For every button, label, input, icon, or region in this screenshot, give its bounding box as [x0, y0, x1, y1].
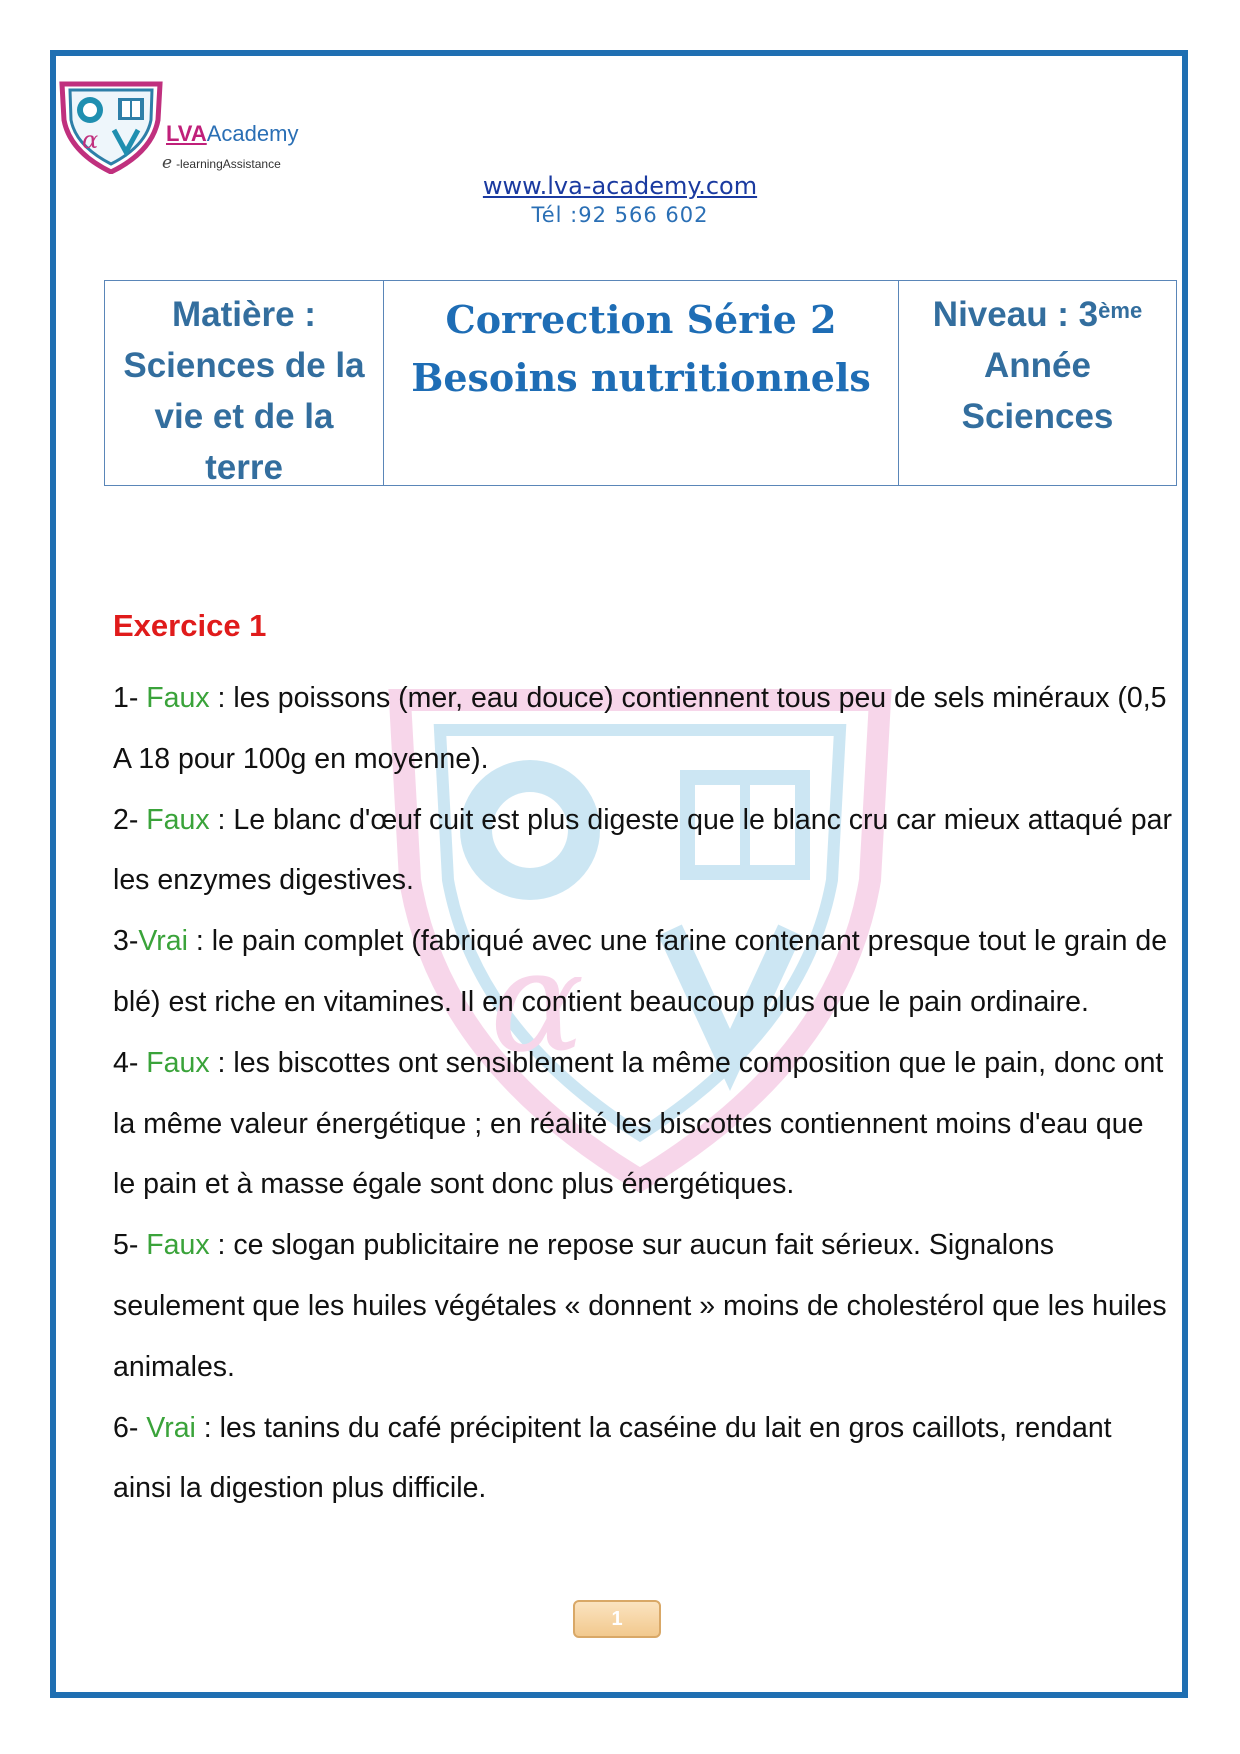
level-line-1 — [899, 289, 1176, 340]
item-verdict: Vrai — [146, 1411, 196, 1444]
item-text: : Le blanc d'œuf cuit est plus digeste que le blanc cru car mieux attaqué par les enzymes digestives. — [113, 803, 1172, 897]
subject-line-3: vie et de la — [154, 397, 334, 436]
item-verdict: Faux — [146, 682, 210, 714]
item-text: : les poissons (mer, eau douce) contiennent tous peu de sels minéraux (0,5 A 18 pour 100g en moyenne). — [113, 682, 1167, 775]
subject-cell — [105, 281, 384, 485]
page-number: 1 — [573, 1600, 661, 1638]
answer-item-6 — [113, 1398, 1173, 1520]
item-number: 5- — [113, 1229, 147, 1262]
item-number: 1- — [113, 682, 147, 714]
tagline-text: -learningAssistance — [176, 157, 281, 171]
answer-item-3 — [113, 911, 1173, 1033]
doc-title-line-2: Besoins nutritionnels — [411, 355, 871, 400]
level-cell — [899, 281, 1176, 485]
level-prefix: Niveau : 3 — [932, 295, 1099, 334]
info-table — [104, 280, 1177, 486]
exercise-title: Exercice 1 — [113, 608, 267, 643]
item-number: 3- — [113, 925, 139, 958]
item-text: : les biscottes ont sensiblement la même composition que le pain, donc ont la même valeur énergétique ; en réalité les biscottes contiennent moins d'eau que le pain et à masse égale sont donc plus énergétiques. — [113, 1046, 1164, 1201]
answer-item-4 — [113, 1033, 1173, 1215]
item-verdict: Faux — [146, 1046, 210, 1079]
phone-number: Tél :92 566 602 — [531, 203, 709, 227]
exercise-content — [113, 668, 1173, 1519]
svg-text:α: α — [490, 921, 585, 1084]
item-number: 2- — [113, 803, 147, 836]
item-text: : les tanins du café précipitent la caséine du lait en gros caillots, rendant ainsi la digestion plus difficile. — [113, 1411, 1112, 1505]
item-verdict: Vrai — [138, 925, 188, 958]
item-number: 4- — [113, 1046, 147, 1079]
subject-line-1: Matière : — [172, 295, 316, 334]
item-verdict: Faux — [146, 1229, 210, 1262]
website-link[interactable]: www.lva-academy.com — [482, 172, 758, 200]
answer-item-1 — [113, 668, 1173, 790]
brand-academy: Academy — [206, 121, 299, 146]
brand-name — [166, 121, 298, 147]
item-text: : ce slogan publicitaire ne repose sur aucun fait sérieux. Signalons seulement que les huiles végétales « donnent » moins de cholestérol que les huiles animales. — [113, 1229, 1167, 1383]
answer-item-5 — [113, 1215, 1173, 1397]
answer-item-2 — [113, 790, 1173, 912]
item-verdict: Faux — [146, 803, 210, 836]
item-number: 6- — [113, 1411, 147, 1444]
lva-academy-logo — [56, 80, 166, 174]
subject-line-4: terre — [205, 448, 283, 487]
level-sup: ème — [1098, 298, 1143, 323]
level-line-2: Année — [984, 346, 1091, 385]
level-line-3: Sciences — [961, 397, 1114, 436]
tagline-e: e — [162, 153, 173, 173]
doc-title-line-1: Correction Série 2 — [445, 297, 837, 342]
title-cell — [384, 281, 899, 485]
brand-tagline — [162, 153, 281, 173]
brand-lva: LVA — [166, 121, 207, 146]
item-text: : le pain complet (fabriqué avec une farine contenant presque tout le grain de blé) est riche en vitamines. Il en contient beaucoup plus que le pain ordinaire. — [113, 925, 1168, 1018]
subject-line-2: Sciences de la — [123, 346, 365, 385]
svg-text:α: α — [82, 126, 99, 154]
